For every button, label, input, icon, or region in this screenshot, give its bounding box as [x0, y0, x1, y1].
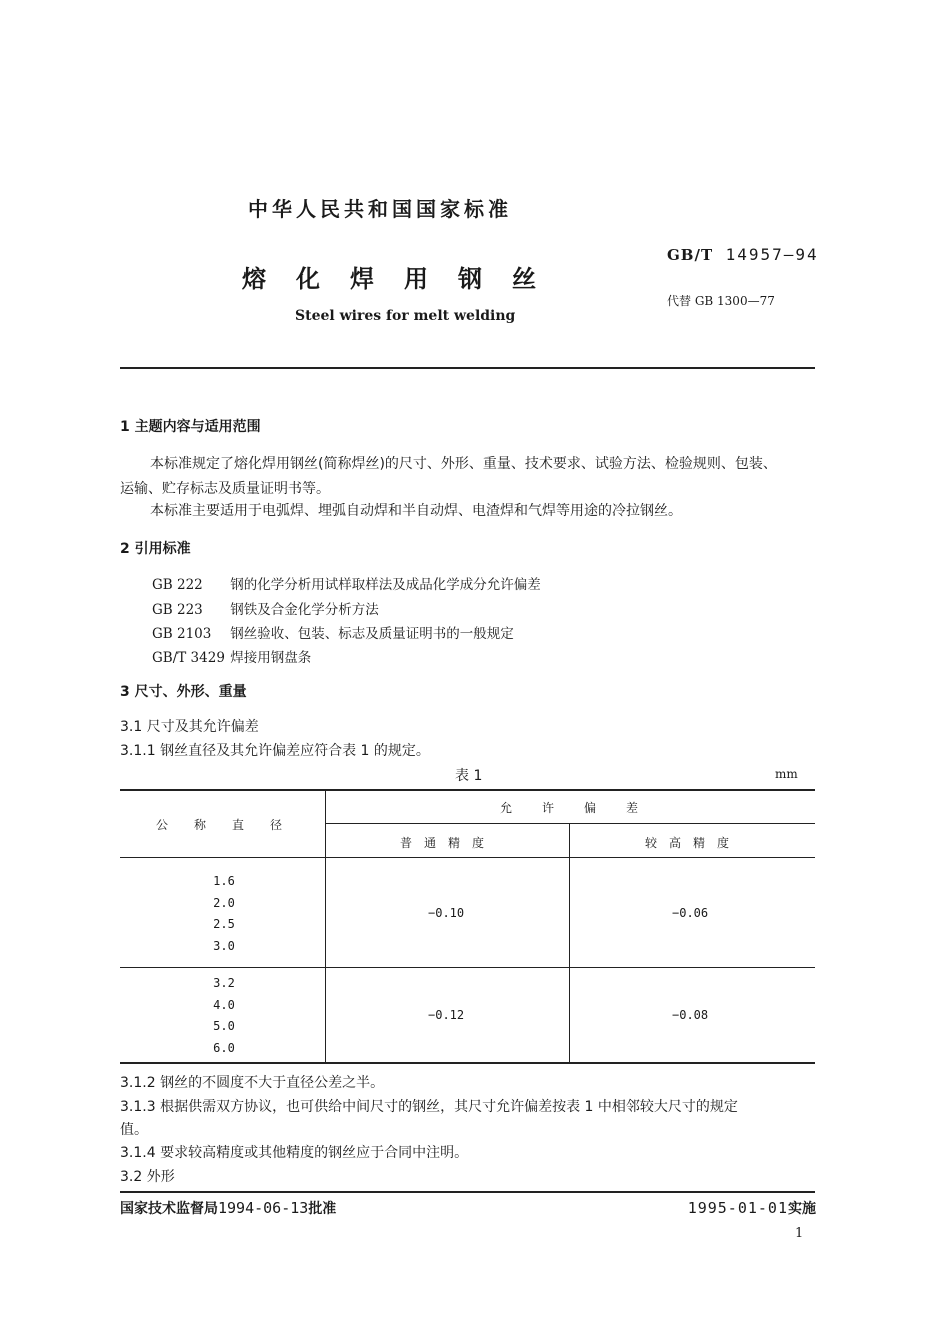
reference-title: 钢的化学分析用试样取样法及成品化学成分允许偏差: [230, 577, 541, 593]
section-1-heading: 1 主题内容与适用范围: [120, 419, 261, 435]
table-header-diameter: 公称直径: [156, 818, 309, 832]
reference-row: [152, 646, 311, 666]
section-1-paragraph-1-line-2: 运输、贮存标志及质量证明书等。: [120, 481, 330, 497]
section-3-2-heading: 3.2 外形: [120, 1169, 175, 1185]
diameter-value: 1.6: [213, 874, 235, 888]
section-3-1-4-text: 3.1.4 要求较高精度或其他精度的钢丝应于合同中注明。: [120, 1145, 469, 1161]
reference-code: GB 2103: [152, 626, 212, 642]
diameter-value: 4.0: [213, 997, 235, 1012]
table-bottom-rule: [120, 1062, 815, 1064]
effective-statement: [688, 1198, 816, 1218]
table-column-rule-1: [325, 789, 326, 1063]
table-header-divider: [326, 823, 815, 824]
section-3-1-3-line-2: 值。: [120, 1122, 148, 1138]
table-caption: 表 1: [455, 768, 483, 784]
replaces-note: 代替 GB 1300—77: [667, 294, 775, 308]
table-header-normal-precision: 普通精度: [400, 836, 497, 850]
standard-code: [667, 245, 819, 264]
effective-date: 1995-01-01: [687, 1199, 788, 1217]
page-number: 1: [795, 1226, 804, 1241]
section-1-paragraph-2: 本标准主要适用于电弧焊、埋弧自动焊和半自动焊、电渣焊和气焊等用途的冷拉钢丝。: [150, 503, 682, 519]
reference-title: 钢铁及合金化学分析方法: [230, 602, 379, 618]
diameter-value: 3.0: [213, 938, 235, 953]
reference-row: [152, 573, 541, 593]
reference-code: GB/T 3429: [152, 650, 225, 666]
approval-statement: [120, 1198, 336, 1218]
section-1-paragraph-1-line-1: 本标准规定了熔化焊用钢丝(简称焊丝)的尺寸、外形、重量、技术要求、试验方法、检验规则、包装、: [150, 456, 777, 472]
table-top-rule: [120, 789, 815, 791]
approval-date: 1994-06-13: [218, 1199, 309, 1217]
reference-code: GB 222: [152, 577, 203, 593]
reference-title: 焊接用钢盘条: [230, 650, 312, 666]
document-title-en: Steel wires for melt welding: [295, 308, 516, 324]
table-group-divider: [120, 967, 815, 968]
table-header-tolerance: 允许偏差: [500, 801, 669, 815]
reference-row: [152, 622, 514, 642]
diameter-value: 2.5: [213, 917, 235, 931]
tolerance-normal-value: −0.10: [428, 906, 465, 920]
diameter-value: 3.2: [213, 976, 235, 990]
section-3-1-1-text: 3.1.1 钢丝直径及其允许偏差应符合表 1 的规定。: [120, 743, 430, 759]
standard-code-number: 14957—94: [725, 245, 819, 264]
header-rule: [120, 367, 815, 369]
tolerance-normal-value: −0.12: [428, 1008, 465, 1022]
table-diameter-cell: [200, 871, 248, 957]
reference-title: 钢丝验收、包装、标志及质量证明书的一般规定: [230, 626, 514, 642]
reference-code: GB 223: [152, 602, 203, 618]
tolerance-high-value: −0.08: [672, 1008, 709, 1022]
table-column-rule-2: [569, 823, 570, 1063]
section-3-1-heading: 3.1 尺寸及其允许偏差: [120, 719, 259, 735]
reference-row: [152, 598, 379, 618]
section-2-heading: 2 引用标准: [120, 541, 191, 557]
footer-rule: [120, 1191, 815, 1193]
table-diameter-cell: [200, 973, 248, 1059]
approving-authority: 国家技术监督局: [120, 1201, 218, 1217]
national-standard-heading: 中华人民共和国国家标准: [248, 197, 512, 221]
table-unit: mm: [775, 767, 798, 781]
standard-code-prefix: GB/T: [667, 246, 714, 264]
effective-suffix: 实施: [788, 1201, 816, 1217]
diameter-value: 6.0: [213, 1040, 235, 1055]
approval-suffix: 批准: [308, 1201, 337, 1217]
diameter-value: 5.0: [213, 1019, 235, 1033]
document-title-zh: 熔化焊用钢丝: [242, 265, 566, 293]
table-header-high-precision: 较高精度: [645, 836, 742, 850]
section-3-1-3-line-1: 3.1.3 根据供需双方协议，也可供给中间尺寸的钢丝，其尺寸允许偏差按表 1 中相邻较大尺寸的规定: [120, 1099, 738, 1115]
diameter-value: 2.0: [213, 895, 235, 910]
table-header-bottom-rule: [120, 857, 815, 858]
section-3-1-2-text: 3.1.2 钢丝的不圆度不大于直径公差之半。: [120, 1075, 385, 1091]
section-3-heading: 3 尺寸、外形、重量: [120, 684, 247, 700]
tolerance-high-value: −0.06: [672, 906, 709, 920]
